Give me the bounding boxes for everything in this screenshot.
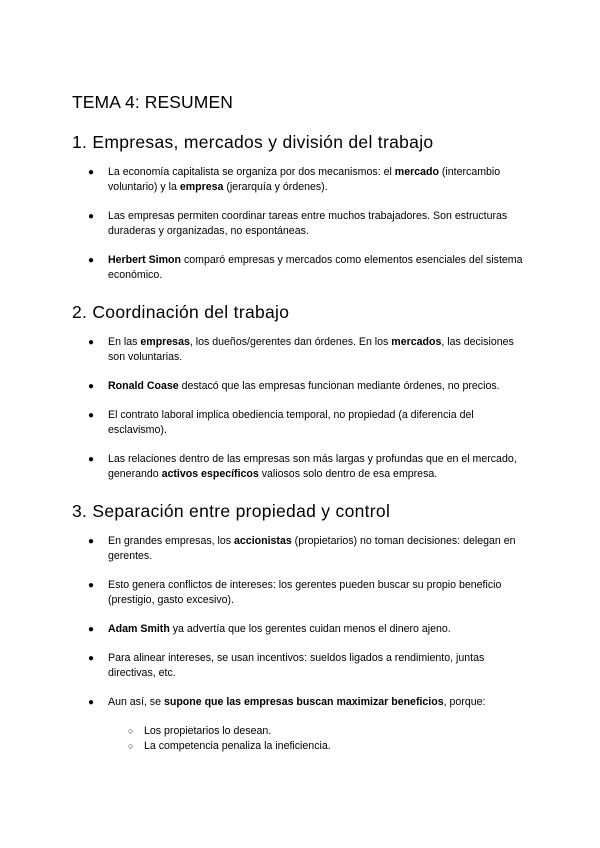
sub-list-item: ○ La competencia penaliza la ineficiencia. [128,740,331,752]
section-1-heading: 1. Empresas, mercados y división del trabajo [72,132,434,152]
bullet-icon: ● [88,410,95,421]
list-item: ● La economía capitalista se organiza por dos mecanismos: el mercado (intercambio voluntario) y la empresa (jerarquía y órdenes). [88,166,501,193]
bullet-icon: ● [88,653,95,664]
hollow-bullet-icon: ○ [128,726,134,736]
bullet-icon: ● [88,536,95,547]
list-item: ● Aun así, se supone que las empresas buscan maximizar beneficios, porque: [88,696,486,708]
list-item: ● El contrato laboral implica obediencia temporal, no propiedad (a diferencia del esclavismo). [88,409,474,436]
bullet-icon: ● [88,255,95,266]
list-item: ● Adam Smith ya advertía que los gerentes cuidan menos el dinero ajeno. [88,623,451,635]
list-item: ● Esto genera conflictos de intereses: los gerentes pueden buscar su propio beneficio (prestigio, gasto excesivo). [88,579,502,606]
list-item: ● En las empresas, los dueños/gerentes dan órdenes. En los mercados, las decisiones son voluntarias. [88,336,514,363]
bullet-icon: ● [88,337,95,348]
bullet-icon: ● [88,580,95,591]
list-item: ● Las relaciones dentro de las empresas son más largas y profundas que en el mercado, generando activos específicos valiosos solo dentro de esa empresa. [88,453,517,480]
list-item: ● En grandes empresas, los accionistas (propietarios) no toman decisiones: delegan en gerentes. [88,535,516,562]
bullet-icon: ● [88,381,95,392]
list-item: ● Ronald Coase destacó que las empresas funcionan mediante órdenes, no precios. [88,380,500,392]
sub-list-item: ○ Los propietarios lo desean. [128,725,272,737]
bullet-icon: ● [88,454,95,465]
list-item: ● Para alinear intereses, se usan incentivos: sueldos ligados a rendimiento, juntas directivas, etc. [88,652,485,679]
bullet-icon: ● [88,624,95,635]
hollow-bullet-icon: ○ [128,741,134,751]
document-title: TEMA 4: RESUMEN [72,92,233,112]
list-item: ● Herbert Simon comparó empresas y mercados como elementos esenciales del sistema económico. [88,254,523,281]
section-3-heading: 3. Separación entre propiedad y control [72,501,391,521]
bullet-icon: ● [88,697,95,708]
section-2-heading: 2. Coordinación del trabajo [72,302,290,322]
bullet-icon: ● [88,211,95,222]
bullet-icon: ● [88,167,95,178]
list-item: ● Las empresas permiten coordinar tareas entre muchos trabajadores. Son estructuras duraderas y organizadas, no espontáneas. [88,210,508,237]
